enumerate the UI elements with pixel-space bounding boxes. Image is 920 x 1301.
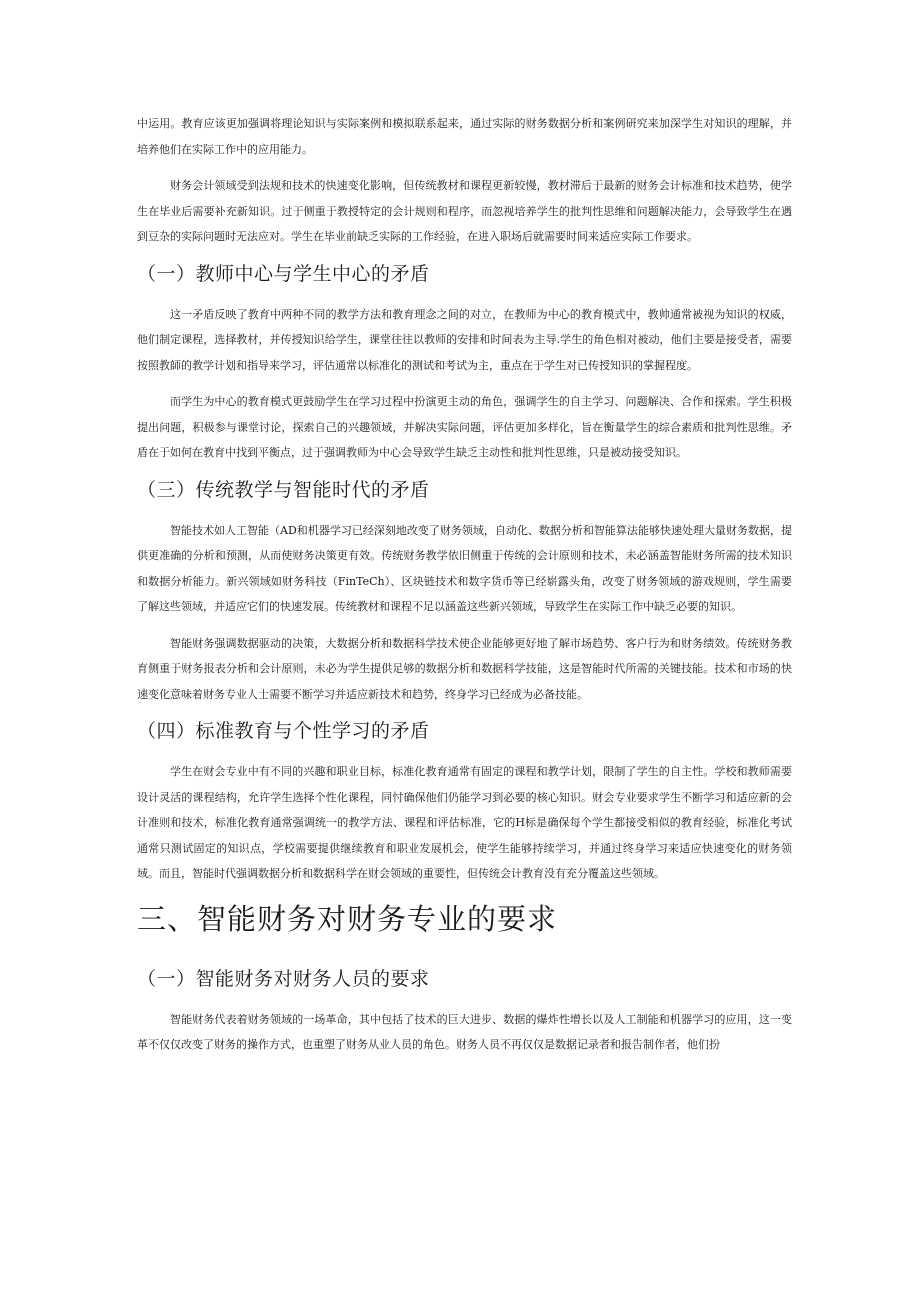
paragraph: 这一矛盾反映了教育中两种不同的教学方法和教育理念之间的对立，在教师为中心的教育模式中，教帅通常被视为知识的权威，他们制定课程，选择教材，并传授知识给学生，课堂往往以教师的安排和时间表为主导.学生的角色相对被动，他们主要是接受者，需要按照教師的教学计划和指导来学习，评估通常以标准化的测试和考试为主，重点在于学生对已传授知识的掌握程度。	[137, 307, 792, 372]
paragraph: 学生在财会专业中有不同的兴趣和职业目标，标准化教育通常有固定的课程和教学计划，限制了学生的自主性。学校和教师需要设计灵活的课程结构，允许学生选择个性化课程，同忖确保他们仍能学习到必要的核心知识。财会专业要求学生不断学习和适应新的会计准则和技术，标准化教育通常强调统一的教学方法、课程和评估标准，它的H标是确保每个学生都接受相似的教育经验，标准化考试通常只测试固定的知识点，学校需要提供继续教育和职业发展机会，使学生能够持续学习，并通过终身学习来适应快速变化的财务领域。而且，智能时代强调数据分析和数据科学在财会领域的重要性，但传统会计教育没有充分覆盖这些领域。	[137, 765, 792, 880]
paragraph: 中运用。教育应该更加强调将理论知识与实际案例和模拟联系起来，通过实际的财务数据分析和案例研究来加深学生对知识的理解，并培养他们在实际工作中的应用能力。	[137, 117, 792, 156]
paragraph: 而学生为中心的教育模式更鼓励学生在学习过程中扮演更主动的角色，强调学生的自主学习、问题解决、合作和探索。学生积极提出问题，积极参与课堂讨论，探索自己的兴趣领域，并解决实际问题，评估更加多样化，旨在衡量学生的综合素质和批判性思维。矛盾在于如何在教育中找到平衡点，过于强调教师为中心会导致学生缺乏主动性和批判性思维，只是被动接受知识。	[137, 395, 792, 459]
paragraph: 智能技术如人工智能（AD和机器学习已经深刻地改变了财务领域，自动化、数据分析和智能算法能够快速处理大量财务数据，提供更准确的分析和预测，从而使财务决策更有效。传统财务教学依旧侧重于传统的会计原则和技术，未必涵盖智能财务所需的技术知识和数据分析能力。新兴领域如财务科技（FinTeCh）、区块链技术和数字货币等已经崭露头角，改变了财务领域的游戏规则，学生需要了解这些领域，并适应它们的快速发展。传统教材和课程不足以涵盖这些新兴领域，导致学生在实际工作中缺乏必要的知识。	[137, 523, 792, 613]
paragraph: 财务会计领域受到法规和技术的快速变化影响，但传统教材和课程更新较慢，教材滞后于最新的财务会计标准和技术趋势，使学生在毕业后需要补充新知识。过于侧重于教授特定的会计规则和程序，而忽视培养学生的批判性思维和问题解决能力，会导致学生在遇到豆杂的实际问题时无法应对。学生在毕业前缺乏实际的工作经验，在进入职场后就需要时间来适应实际工作要求。	[137, 179, 792, 243]
subsection-heading: （一）智能财务对财务人员的要求	[137, 967, 430, 990]
subsection-heading: （三）传统教学与智能时代的矛盾	[137, 478, 430, 501]
paragraph: 智能财务强调数据驱动的决策，大数据分析和数据科学技术使企业能够更好地了解市场趋势、客户行为和财务绩效。传统财务教育侧重于财务报表分析和会计原则，未必为学生提供足够的数据分析和数据科学技能，这是智能时代所需的关键技能。技术和市场的快速变化意味着财务专业人士需要不断学习并适应新技术和趋势，终身学习已经成为必备技能。	[137, 636, 792, 701]
section-heading: 三、智能财务对财务专业的要求	[137, 901, 558, 936]
subsection-heading: （一）教师中心与学生中心的矛盾	[137, 262, 430, 285]
subsection-heading: （四）标准教育与个性学习的矛盾	[137, 720, 430, 742]
document-page	[137, 111, 792, 1058]
paragraph: 智能财务代表着财务领域的一场革命，其中包括了技术的巨大进步、数据的爆炸性增长以及人工制能和机器学习的应用，这一变革不仅仅改变了财务的操作方式，也重塑了财务从业人员的角色。财务人员不再仅仅是数据记录者和报告制作者，他们扮	[137, 1012, 792, 1051]
